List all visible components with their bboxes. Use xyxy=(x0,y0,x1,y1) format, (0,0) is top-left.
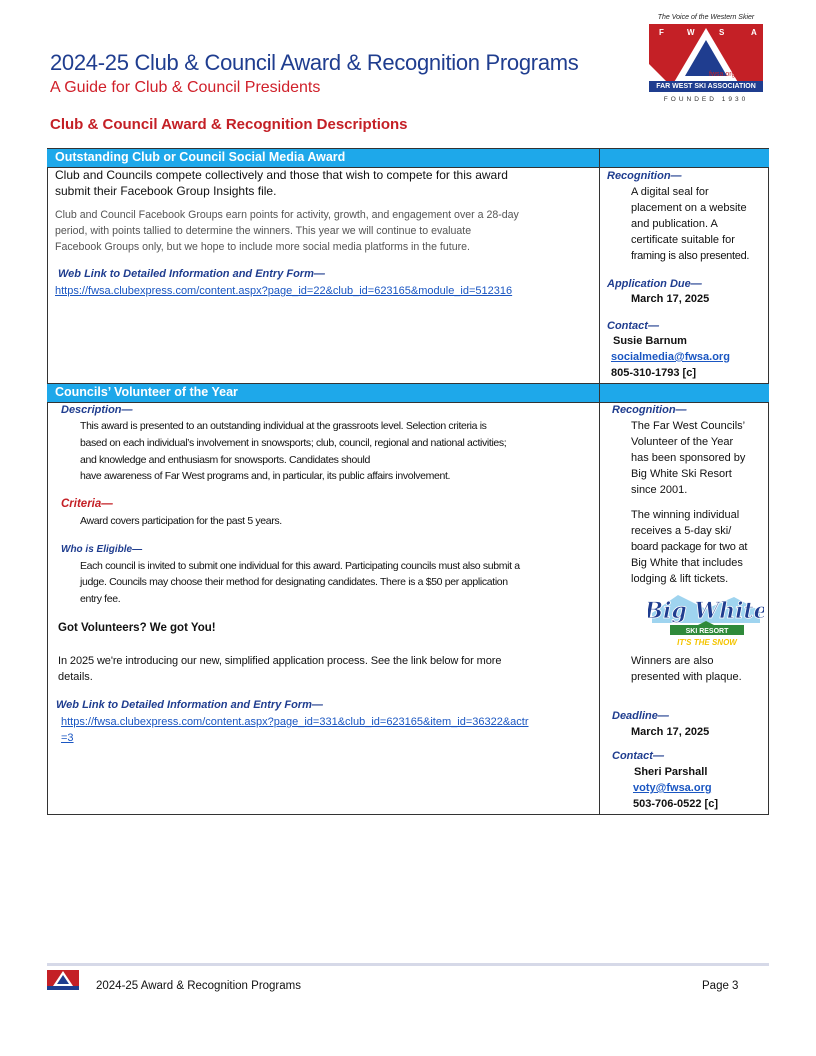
award2-description-line: based on each individual’s involvement in snowsports; club, council, regional and national activities; xyxy=(80,437,507,449)
award2-description-line: and knowledge and enthusiasm for snowsports. Candidates should xyxy=(80,454,370,466)
big-white-slogan: IT'S THE SNOW xyxy=(677,638,737,647)
column-divider xyxy=(599,383,600,815)
award2-eligible-label: Who is Eligible— xyxy=(61,544,143,555)
logo-letter: W xyxy=(687,28,695,37)
award1-intro-line: submit their Facebook Group Insights file. xyxy=(55,184,277,198)
award2-recognition-line: The Far West Councils’ xyxy=(631,420,746,432)
fwsa-logo xyxy=(647,14,765,120)
award2-description-line: have awareness of Far West programs and, in particular, its public affairs involvement. xyxy=(80,470,451,482)
award1-recognition-line: A digital seal for xyxy=(631,186,709,198)
award2-description-line: This award is presented to an outstanding individual at the grassroots level. Selection criteria is xyxy=(80,420,487,432)
award1-intro-line: Club and Councils compete collectively and those that wish to compete for this award xyxy=(55,168,508,182)
award1-due-date: March 17, 2025 xyxy=(631,293,710,305)
award2-recognition-line: has been sponsored by xyxy=(631,452,746,464)
logo-letter: S xyxy=(719,28,725,37)
award2-contact-name: Sheri Parshall xyxy=(634,766,708,778)
footer-logo-graphic xyxy=(47,970,79,992)
big-white-sub: SKI RESORT xyxy=(685,628,729,635)
award1-recognition-line: framing is also presented. xyxy=(631,250,750,262)
footer-title: 2024-25 Award & Recognition Programs xyxy=(96,980,301,992)
award1-detail-line: Facebook Groups only, but we hope to include more social media platforms in the future. xyxy=(55,241,470,253)
award2-prize-line: receives a 5-day ski/ xyxy=(631,525,732,537)
award2-contact-phone: 503-706-0522 [c] xyxy=(633,798,719,810)
footer-fwsa-logo xyxy=(47,970,79,992)
award2-deadline-date: March 17, 2025 xyxy=(631,726,710,738)
award2-entry-link-continued[interactable]: =3 xyxy=(61,732,74,744)
award2-recognition-label: Recognition— xyxy=(612,404,687,416)
award2-deadline-label: Deadline— xyxy=(612,710,669,722)
award2-description-label: Description— xyxy=(61,404,133,416)
logo-association: FAR WEST SKI ASSOCIATION xyxy=(649,81,763,92)
award2-recognition-line: since 2001. xyxy=(631,484,688,496)
big-white-logo xyxy=(648,591,764,651)
award1-detail-line: Club and Council Facebook Groups earn points for activity, growth, and engagement over a 28-day xyxy=(55,209,519,221)
award1-detail-line: period, with points tallied to determine the winners. This year we will continue to evaluate xyxy=(55,225,472,237)
logo-founded: FOUNDED 1930 xyxy=(663,96,749,103)
page-title: 2024-25 Club & Council Award & Recognition Programs xyxy=(50,50,579,75)
award2-process-line: details. xyxy=(58,671,93,683)
award2-title: Councils’ Volunteer of the Year xyxy=(55,385,238,399)
award1-link-label: Web Link to Detailed Information and Entry Form— xyxy=(58,268,325,280)
award2-recognition-line: Volunteer of the Year xyxy=(631,436,734,448)
award2-plaque-line: Winners are also xyxy=(631,655,714,667)
logo-letter: A xyxy=(751,28,757,37)
award1-recognition-label: Recognition— xyxy=(607,170,682,182)
award2-prize-line: lodging & lift tickets. xyxy=(631,573,729,585)
page-number: Page 3 xyxy=(702,980,739,992)
award2-entry-link[interactable]: https://fwsa.clubexpress.com/content.aspx?page_id=331&club_id=623165&item_id=36322&actr xyxy=(61,716,529,728)
award2-recognition-line: Big White Ski Resort xyxy=(631,468,732,480)
column-divider xyxy=(599,148,600,384)
logo-mountain-graphic xyxy=(649,24,763,84)
logo-site: fwsa.org xyxy=(709,71,736,78)
award2-link-label: Web Link to Detailed Information and Entry Form— xyxy=(56,699,323,711)
award1-title: Outstanding Club or Council Social Media Award xyxy=(55,150,346,164)
award2-contact-label: Contact— xyxy=(612,750,664,762)
award2-eligible-line: judge. Councils may choose their method for designating candidates. There is a $50 per application xyxy=(80,576,508,588)
award1-contact-label: Contact— xyxy=(607,320,659,332)
award2-volunteers-heading: Got Volunteers? We got You! xyxy=(58,622,216,634)
award2-prize-line: Big White that includes xyxy=(631,557,743,569)
section-heading: Club & Council Award & Recognition Descriptions xyxy=(50,116,408,133)
award1-contact-phone: 805-310-1793 [c] xyxy=(611,367,697,379)
award2-contact-email[interactable]: voty@fwsa.org xyxy=(633,782,712,794)
big-white-name: Big White xyxy=(648,598,764,624)
big-white-logo-graphic xyxy=(648,591,764,651)
award2-eligible-line: entry fee. xyxy=(80,593,121,605)
page-subtitle: A Guide for Club & Council Presidents xyxy=(50,79,321,96)
award2-process-line: In 2025 we're introducing our new, simplified application process. See the link below for more xyxy=(58,655,502,667)
award1-recognition-line: placement on a website xyxy=(631,202,747,214)
award2-prize-line: The winning individual xyxy=(631,509,740,521)
award2-criteria-label: Criteria— xyxy=(61,498,113,510)
award1-recognition-line: and publication. A xyxy=(631,218,718,230)
award1-due-label: Application Due— xyxy=(607,278,702,290)
award2-prize-line: board package for two at xyxy=(631,541,748,553)
award1-contact-name: Susie Barnum xyxy=(613,335,687,347)
award1-contact-email[interactable]: socialmedia@fwsa.org xyxy=(611,351,730,363)
logo-letter: F xyxy=(659,28,664,37)
award1-recognition-line: certificate suitable for xyxy=(631,234,735,246)
award1-entry-link[interactable]: https://fwsa.clubexpress.com/content.aspx?page_id=22&club_id=623165&module_id=512316 xyxy=(55,285,513,297)
footer-divider xyxy=(47,963,769,966)
logo-tagline: The Voice of the Western Skier xyxy=(657,14,755,21)
award2-eligible-line: Each council is invited to submit one individual for this award. Participating councils must also submit a xyxy=(80,560,520,572)
award2-plaque-line: presented with plaque. xyxy=(631,671,742,683)
award2-criteria-text: Award covers participation for the past 5 years. xyxy=(80,515,282,527)
